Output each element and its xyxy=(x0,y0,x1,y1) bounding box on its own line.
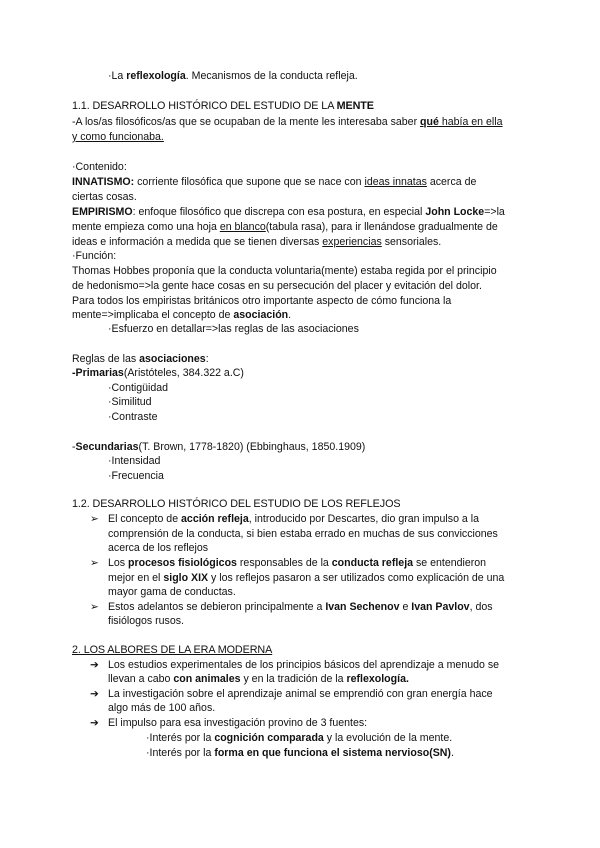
albores-b1-line1: Los estudios experimentales de los principios básicos del aprendizaje a menudo se xyxy=(108,659,500,671)
reflejos-b3-line2: fisiólogos rusos. xyxy=(108,615,184,627)
fuente-cognicion: ·Interés por la cognición comparada y la evolución de la mente. xyxy=(146,732,453,744)
reglas-title: Reglas de las asociaciones: xyxy=(72,353,209,365)
contenido-label: ·Contenido: xyxy=(72,161,127,173)
hobbes-line1: Thomas Hobbes proponía que la conducta voluntaria(mente) estaba regida por el principio xyxy=(72,265,497,277)
reflexologia-term: reflexología xyxy=(126,70,186,82)
list-item: ·Contigüidad xyxy=(108,382,169,394)
reflejos-b1-line2: comprensión de la conducta, si bien estaba errado en muchas de sus convicciones xyxy=(108,528,498,540)
section-1-1-line1: -A los/as filosóficos/as que se ocupaban de la mente les interesaba saber qué había en ella xyxy=(72,116,503,128)
innatismo-line2: ciertas cosas. xyxy=(72,191,137,203)
right-arrow-icon: ➔ xyxy=(90,688,99,700)
albores-b2-line1: La investigación sobre el aprendizaje animal se emprendió con gran energía hace xyxy=(108,688,493,700)
reflejos-b2-line2: mejor en el siglo XIX y los reflejos pasaron a ser utilizados como explicación de una xyxy=(108,572,505,584)
albores-b3-line1: El impulso para esa investigación provino de 3 fuentes: xyxy=(108,717,368,729)
albores-b2-line2: algo más de 100 años. xyxy=(108,702,216,714)
primarias-line: -Primarias(Aristóteles, 384.322 a.C) xyxy=(72,367,244,379)
reflejos-b2-line1: Los procesos fisiológicos responsables de la conducta refleja se entendieron xyxy=(108,557,487,569)
list-item: ·Frecuencia xyxy=(108,470,164,482)
reflejos-b1-line3: acerca de los reflejos xyxy=(108,542,209,554)
hobbes-line2: de hedonismo=>la gente hace cosas en su persecución del placer y evitación del dolor. xyxy=(72,280,482,292)
right-arrow-icon: ➔ xyxy=(90,717,99,729)
arrow-bullet-icon: ➢ xyxy=(90,557,99,569)
empirismo-line1: EMPIRISMO: enfoque filosófico que discrepa con esa postura, en especial John Locke=>la xyxy=(72,206,505,218)
list-item: ·Contraste xyxy=(108,411,158,423)
reflejos-b1-line1: El concepto de acción refleja, introducido por Descartes, dio gran impulso a la xyxy=(108,513,479,525)
section-1-1-line2: y como funcionaba. xyxy=(72,131,164,143)
right-arrow-icon: ➔ xyxy=(90,659,99,671)
section-1-1-title: 1.1. DESARROLLO HISTÓRICO DEL ESTUDIO DE LA MENTE xyxy=(72,100,374,112)
innatismo-line1: INNATISMO: corriente filosófica que supone que se nace con ideas innatas acerca de xyxy=(72,176,477,188)
reflejos-b3-line1: Estos adelantos se debieron principalmente a Ivan Sechenov e Ivan Pavlov, dos xyxy=(108,601,493,613)
reflejos-b2-line3: mayor gama de conductas. xyxy=(108,586,236,598)
arrow-bullet-icon: ➢ xyxy=(90,513,99,525)
funcion-label: ·Función: xyxy=(72,250,117,262)
empirismo-line2: mente empieza como una hoja en blanco(tabula rasa), para ir llenándose gradualmente de xyxy=(72,221,498,233)
intro-line: ·La reflexología. Mecanismos de la conducta refleja. xyxy=(108,70,358,82)
empirismo-line3: ideas e información a medida que se tienen diversas experiencias sensoriales. xyxy=(72,236,442,248)
arrow-bullet-icon: ➢ xyxy=(90,601,99,613)
fuente-sistema-nervioso: ·Interés por la forma en que funciona el sistema nervioso(SN). xyxy=(146,747,454,759)
secundarias-line: -Secundarias(T. Brown, 1778-1820) (Ebbinghaus, 1850.1909) xyxy=(72,441,366,453)
empiristas-line1: Para todos los empiristas británicos otro importante aspecto de cómo funciona la xyxy=(72,295,452,307)
albores-b1-line2: llevan a cabo con animales y en la tradición de la reflexología. xyxy=(108,673,409,685)
empiristas-line2: mente=>implicaba el concepto de asociación. xyxy=(72,309,292,321)
section-1-2-title: 1.2. DESARROLLO HISTÓRICO DEL ESTUDIO DE LOS REFLEJOS xyxy=(72,498,401,510)
list-item: ·Intensidad xyxy=(108,455,161,467)
esfuerzo-line: ·Esfuerzo en detallar=>las reglas de las asociaciones xyxy=(108,323,359,335)
section-2-title: 2. LOS ALBORES DE LA ERA MODERNA xyxy=(72,644,273,656)
list-item: ·Similitud xyxy=(108,396,152,408)
